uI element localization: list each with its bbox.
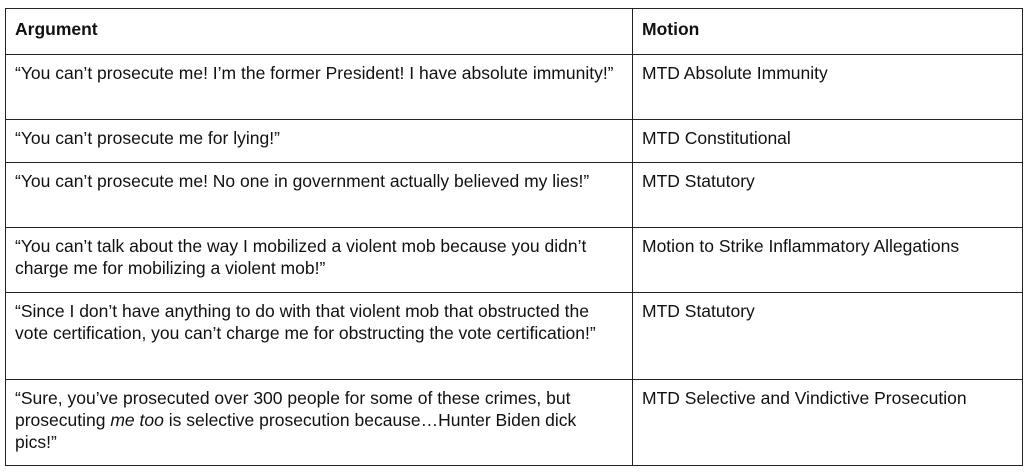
motion-cell: MTD Statutory (633, 163, 1023, 228)
argument-cell: “You can’t prosecute me! No one in government actually believed my lies!” (6, 163, 633, 228)
table-row (6, 163, 1023, 228)
argument-cell: “You can’t talk about the way I mobilized a violent mob because you didn’t charge me for mobilizing a violent mob!” (6, 228, 633, 293)
motion-cell: MTD Statutory (633, 293, 1023, 380)
table-row (6, 380, 1023, 466)
motion-cell: MTD Selective and Vindictive Prosecution (633, 380, 1023, 466)
motion-cell: MTD Absolute Immunity (633, 55, 1023, 120)
column-header-motion: Motion (633, 9, 1023, 55)
argument-text-start: “Sure, you’ve prosecuted over 300 people for some of these crimes, but prosecuting (15, 388, 571, 430)
motion-cell: MTD Constitutional (633, 120, 1023, 163)
column-header-argument: Argument (6, 9, 633, 55)
table-row (6, 120, 1023, 163)
argument-emphasis: me too (110, 410, 164, 430)
table-row (6, 293, 1023, 380)
argument-cell: “You can’t prosecute me for lying!” (6, 120, 633, 163)
table-row (6, 55, 1023, 120)
table-row (6, 228, 1023, 293)
argument-cell (6, 380, 633, 466)
header-row (6, 9, 1023, 55)
argument-cell: “Since I don’t have anything to do with that violent mob that obstructed the vote certification, you can’t charge me for obstructing the vote certification!” (6, 293, 633, 380)
arguments-motions-table (5, 8, 1023, 466)
argument-text-end: is selective prosecution because…Hunter Biden dick pics!” (15, 410, 577, 452)
motion-cell: Motion to Strike Inflammatory Allegations (633, 228, 1023, 293)
argument-cell: “You can’t prosecute me! I’m the former President! I have absolute immunity!” (6, 55, 633, 120)
